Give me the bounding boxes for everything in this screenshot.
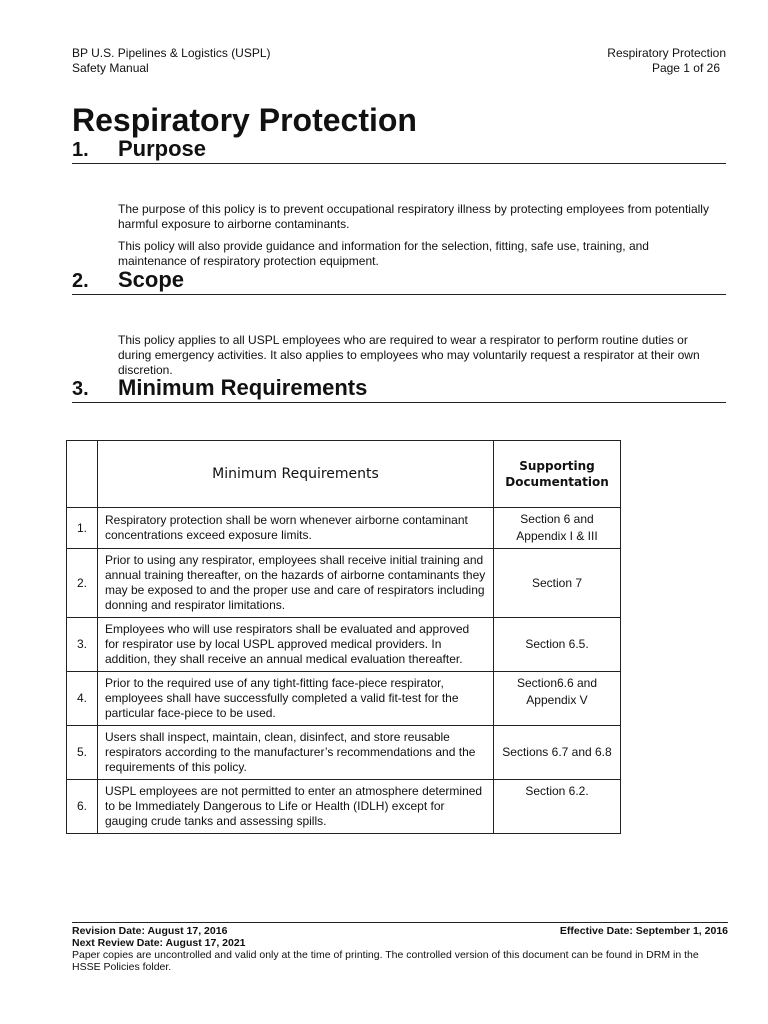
doc-line: Section 7 — [531, 575, 583, 590]
doc-line: Appendix V — [526, 693, 588, 707]
minimum-requirements-table — [66, 440, 621, 834]
section-title: Minimum Requirements — [118, 375, 368, 400]
org-name: BP U.S. Pipelines & Logistics (USPL) — [72, 46, 271, 60]
table-row — [67, 672, 621, 726]
row-requirement: Users shall inspect, maintain, clean, disinfect, and store reusable respirators according to the manufacturer’s recommendations and the requirements of this policy. — [98, 726, 494, 780]
footer-note: Paper copies are uncontrolled and valid only at the time of printing. The controlled version of this document can be found in DRM in the HSSE Policies folder. — [72, 949, 699, 973]
doc-line: Appendix I & III — [516, 529, 598, 543]
scope-paragraph: This policy applies to all USPL employees who are required to wear a respirator to perform routine duties or during emergency activities. It also applies to employees who may voluntarily request a respirator at their own discretion. — [118, 333, 700, 377]
purpose-paragraph-2: This policy will also provide guidance and information for the selection, fitting, safe use, training, and maintenance of respiratory protection equipment. — [118, 239, 649, 268]
section-number: 1. — [72, 139, 89, 161]
row-documentation — [494, 549, 621, 618]
row-requirement: Prior to using any respirator, employees shall receive initial training and annual training thereafter, on the hazards of airborne contaminants they may be exposed to and the proper use and care of respirators including donning and respirator limitations. — [98, 549, 494, 618]
row-documentation — [494, 726, 621, 780]
row-requirement: Employees who will use respirators shall be evaluated and approved for respirator use by local USPL approved medical providers. In addition, they shall receive an annual medical evaluation thereafter. — [98, 618, 494, 672]
footer-dates-row — [72, 925, 728, 937]
table-row — [67, 726, 621, 780]
doc-line: Section6.6 and — [516, 676, 598, 690]
table-header-row — [67, 441, 621, 508]
section-number: 2. — [72, 270, 89, 292]
header-left — [72, 46, 271, 76]
purpose-paragraph-1: The purpose of this policy is to prevent occupational respiratory illness by protecting employees from potentially harmful exposure to airborne contaminants. — [118, 202, 709, 231]
table-row — [67, 549, 621, 618]
section-title: Purpose — [118, 136, 207, 161]
header-right — [607, 46, 726, 76]
row-documentation — [494, 672, 621, 726]
table-row — [67, 618, 621, 672]
document-title: Respiratory Protection — [72, 102, 417, 138]
header-supporting-documentation — [494, 441, 621, 508]
table-row — [67, 508, 621, 549]
page-number: Page 1 of 26 — [651, 61, 720, 75]
row-documentation — [494, 508, 621, 549]
row-requirement: USPL employees are not permitted to enter an atmosphere determined to be Immediately Dangerous to Life or Health (IDLH) except for gauging crude tanks and assessing spills. — [98, 780, 494, 834]
row-number: 1. — [67, 508, 98, 549]
doc-line: Section 6.2. — [525, 784, 589, 798]
row-documentation — [494, 780, 621, 834]
effective-date: Effective Date: September 1, 2016 — [559, 925, 728, 937]
header-number-cell — [67, 441, 98, 508]
doc-line: Section 6 and — [520, 512, 594, 526]
header-requirements: Minimum Requirements — [98, 441, 494, 508]
row-number: 4. — [67, 672, 98, 726]
section-heading-minimum-requirements — [72, 374, 726, 403]
header-supporting: Supporting — [519, 459, 595, 473]
document-name: Respiratory Protection — [607, 46, 726, 60]
row-number: 5. — [67, 726, 98, 780]
section-title: Scope — [118, 267, 185, 292]
page-footer — [72, 922, 728, 973]
row-requirement: Prior to the required use of any tight-fitting face-piece respirator, employees shall have successfully completed a valid fit-test for the particular face-piece to be used. — [98, 672, 494, 726]
header-documentation: Documentation — [505, 475, 609, 489]
row-requirement: Respiratory protection shall be worn whenever airborne contaminant concentrations exceed exposure limits. — [98, 508, 494, 549]
row-number: 3. — [67, 618, 98, 672]
row-number: 2. — [67, 549, 98, 618]
doc-line: Section 6.5. — [525, 637, 589, 651]
row-documentation — [494, 618, 621, 672]
next-review-date: Next Review Date: August 17, 2021 — [72, 937, 246, 949]
table-row — [67, 780, 621, 834]
section-heading-purpose — [72, 135, 726, 164]
manual-name: Safety Manual — [72, 61, 149, 75]
section-number: 3. — [72, 378, 89, 400]
section-heading-scope — [72, 266, 726, 295]
doc-line: Sections 6.7 and 6.8 — [502, 745, 612, 759]
revision-date: Revision Date: August 17, 2016 — [72, 925, 228, 937]
row-number: 6. — [67, 780, 98, 834]
